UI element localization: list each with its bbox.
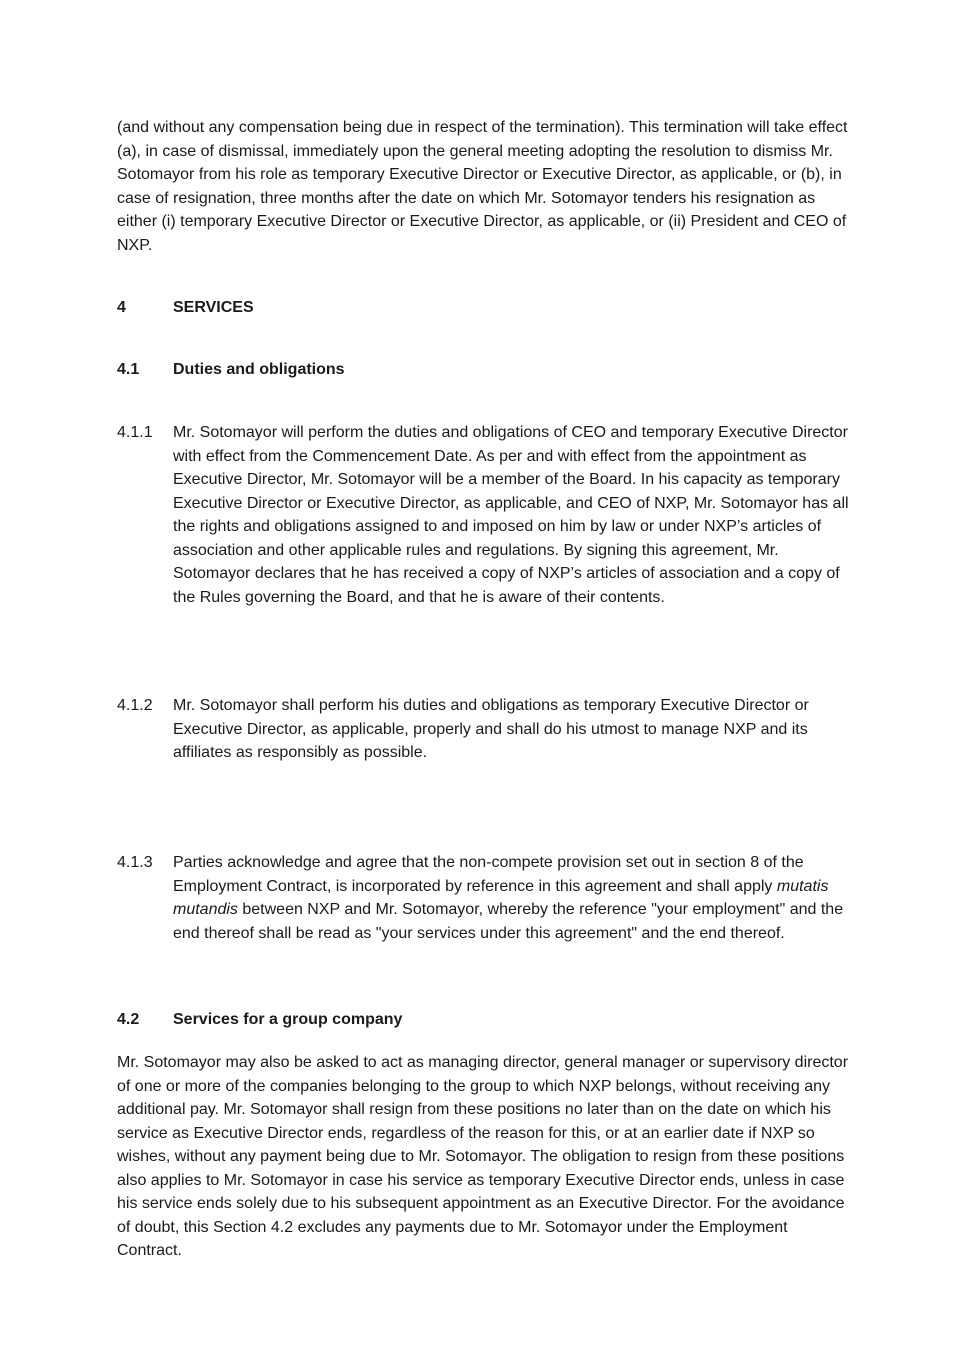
section-title: Services for a group company bbox=[173, 1011, 403, 1028]
clause-text: Mr. Sotomayor will perform the duties and obligations of CEO and temporary Executive Director with effect from the Commencement Date. As per and with effect from the appointment as Executive Director, Mr. Sotomayor will be a member of the Board. In his capacity as temporary Executive Director or Executive Director, as applicable, and CEO of NXP, Mr. Sotomayor has all the rights and obligations assigned to and imposed on him by law or under NXP’s articles of association and other applicable rules and regulations. By signing this agreement, Mr. Sotomayor declares that he has received a copy of NXP’s articles of association and a copy of the Rules governing the Board, and that he is aware of their contents. bbox=[173, 424, 849, 606]
section-4-2-paragraph: Mr. Sotomayor may also be asked to act as managing director, general manager or supervisory director of one or more of the companies belonging to the group to which NXP belongs, without receiving any additional pay. Mr. Sotomayor shall resign from these positions no later than on the date on which his service as Executive Director ends, regardless of the reason for this, or at an earlier date if NXP so wishes, without any payment being due to Mr. Sotomayor. The obligation to resign from these positions also applies to Mr. Sotomayor in case his service as temporary Executive Director ends, unless in case his service ends solely due to his subsequent appointment as an Executive Director. For the avoidance of doubt, this Section 4.2 excludes any payments due to Mr. Sotomayor under the Employment Contract. bbox=[117, 1054, 849, 1259]
section-number: 4 bbox=[117, 299, 126, 316]
clause-4-1-3 bbox=[117, 851, 852, 945]
section-number: 4.1 bbox=[117, 361, 140, 378]
intro-paragraph: (and without any compensation being due in respect of the termination). This termination will take effect (a), in case of dismissal, immediately upon the general meeting adopting the resolution to dismiss Mr. Sotomayor from his role as temporary Executive Director or Executive Director, as applicable, or (b), in case of resignation, three months after the date on which Mr. Sotomayor tenders his resignation as either (i) temporary Executive Director or Executive Director, as applicable, or (ii) President and CEO of NXP. bbox=[117, 119, 848, 254]
clause-4-1-1 bbox=[117, 421, 852, 609]
clause-text-after: between NXP and Mr. Sotomayor, whereby the reference "your employment" and the end thereof shall be read as "your services under this agreement" and the end thereof. bbox=[173, 901, 844, 942]
clause-number: 4.1.1 bbox=[117, 424, 153, 441]
section-title: Duties and obligations bbox=[173, 361, 345, 378]
section-number: 4.2 bbox=[117, 1011, 140, 1028]
clause-4-1-2 bbox=[117, 694, 852, 765]
clause-number: 4.1.2 bbox=[117, 697, 153, 714]
section-4-heading bbox=[117, 296, 852, 320]
clause-text: Mr. Sotomayor shall perform his duties and obligations as temporary Executive Director or Executive Director, as applicable, properly and shall do his utmost to manage NXP and its affiliates as responsibly as possible. bbox=[173, 697, 809, 761]
section-4-1-heading bbox=[117, 358, 852, 382]
clause-text-before: Parties acknowledge and agree that the non-compete provision set out in section 8 of the Employment Contract, is incorporated by reference in this agreement and shall apply bbox=[173, 854, 804, 895]
clause-text-italic: mutatis mutandis bbox=[173, 877, 829, 918]
clause-text bbox=[173, 851, 852, 945]
clause-number: 4.1.3 bbox=[117, 854, 153, 871]
section-title: SERVICES bbox=[173, 299, 254, 316]
section-4-2-heading bbox=[117, 1008, 852, 1032]
